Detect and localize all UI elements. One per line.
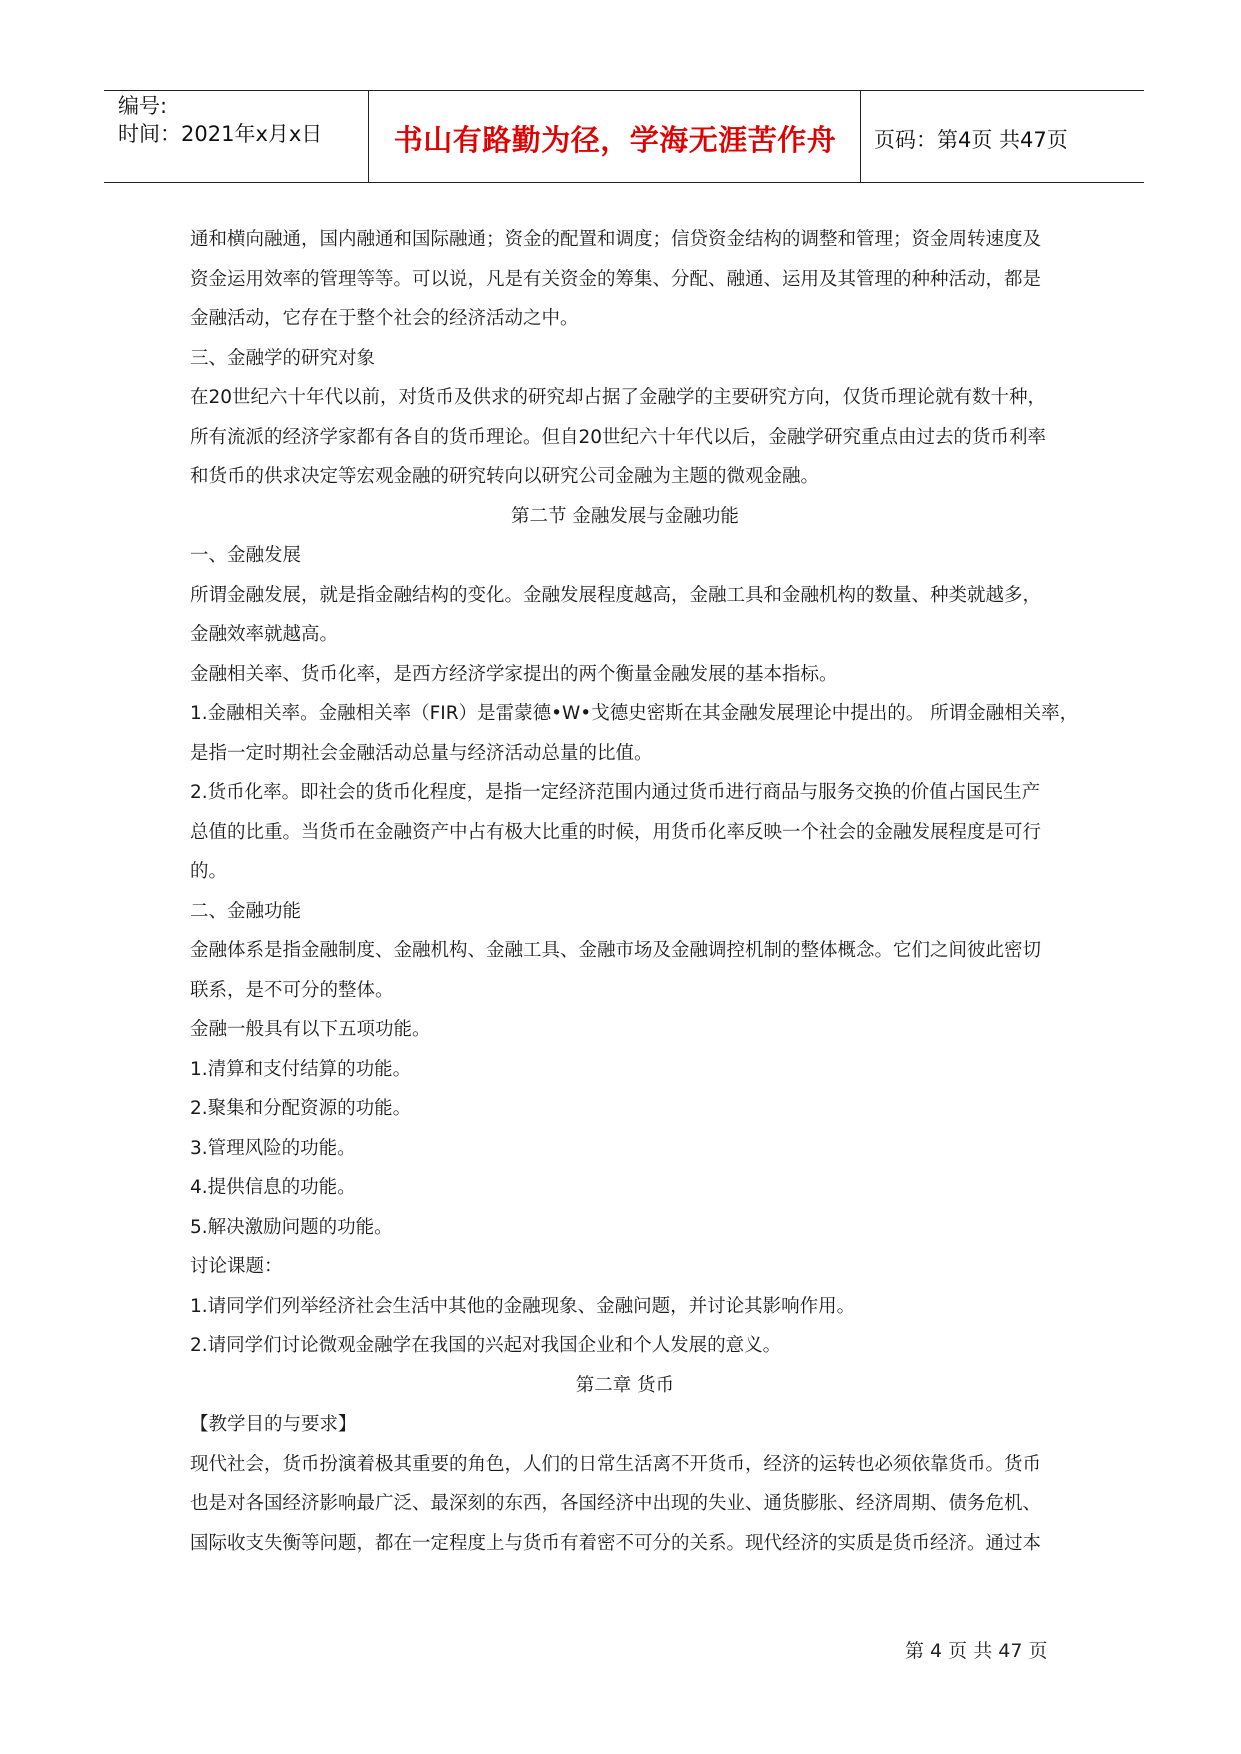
- body-line: 也是对各国经济影响最广泛、最深刻的东西，各国经济中出现的失业、通货膨胀、经济周期、债务危机、: [190, 1493, 1042, 1514]
- body-line: 总值的比重。当货币在金融资产中占有极大比重的时候，用货币化率反映一个社会的金融发展程度是可行: [190, 821, 1042, 843]
- section-heading: 二、金融功能: [190, 900, 302, 922]
- header-page-code: 页码：第4页 共47页: [874, 128, 1068, 152]
- section-heading: 讨论课题：: [190, 1256, 283, 1277]
- header-top-rule: [104, 90, 1144, 91]
- list-item: 1.请同学们列举经济社会生活中其他的金融现象、金融问题，并讨论其影响作用。: [190, 1295, 856, 1317]
- chapter-title: 第二章 货币: [575, 1374, 675, 1396]
- body-line: 金融效率就越高。: [190, 624, 339, 645]
- body-line: 1.金融相关率。金融相关率（FIR）是雷蒙德•W•戈德史密斯在其金融发展理论中提出的。 所谓金融相关率，: [190, 703, 1079, 724]
- body-line: 所谓金融发展，就是指金融结构的变化。金融发展程度越高，金融工具和金融机构的数量、种类就越多，: [190, 584, 1042, 606]
- body-line: 在20世纪六十年代以前，对货币及供求的研究却占据了金融学的主要研究方向，仅货币理论就有数十种，: [190, 387, 1047, 408]
- body-line: 通和横向融通，国内融通和国际融通；资金的配置和调度；信贷资金结构的调整和管理；资金周转速度及: [190, 229, 1042, 250]
- body-line: 2.货币化率。即社会的货币化程度，是指一定经济范围内通过货币进行商品与服务交换的价值占国民生产: [190, 782, 1041, 803]
- body-line: 金融体系是指金融制度、金融机构、金融工具、金融市场及金融调控机制的整体概念。它们之间彼此密切: [190, 940, 1042, 961]
- header-divider-right: [860, 90, 861, 182]
- body-line: 金融活动，它存在于整个社会的经济活动之中。: [190, 308, 579, 329]
- list-item: 1.清算和支付结算的功能。: [190, 1058, 412, 1080]
- section-heading: 三、金融学的研究对象: [190, 347, 376, 369]
- header-left-cell: [118, 92, 322, 148]
- list-item: 2.聚集和分配资源的功能。: [190, 1098, 412, 1119]
- body-line: 金融一般具有以下五项功能。: [190, 1019, 431, 1040]
- list-item: 4.提供信息的功能。: [190, 1177, 356, 1198]
- body-line: 现代社会，货币扮演着极其重要的角色，人们的日常生活离不开货币，经济的运转也必须依靠货币。货币: [190, 1453, 1042, 1475]
- serial-label: 编号:: [118, 94, 168, 118]
- document-body: [190, 220, 1079, 1563]
- list-item: 3.管理风险的功能。: [190, 1137, 356, 1159]
- chapter-section-title: 第二节 金融发展与金融功能: [511, 505, 739, 527]
- header-divider-left: [368, 90, 369, 182]
- body-line: 所有流派的经济学家都有各自的货币理论。但自20世纪六十年代以后，金融学研究重点由过去的货币利率: [190, 426, 1047, 448]
- list-item: 2.请同学们讨论微观金融学在我国的兴起对我国企业和个人发展的意义。: [190, 1335, 782, 1356]
- section-heading: 一、金融发展: [190, 545, 302, 566]
- body-line: 是指一定时期社会金融活动总量与经济活动总量的比值。: [190, 742, 653, 764]
- body-line: 资金运用效率的管理等等。可以说，凡是有关资金的筹集、分配、融通、运用及其管理的种种活动，都是: [190, 268, 1042, 290]
- body-line: 国际收支失衡等问题，都在一定程度上与货币有着密不可分的关系。现代经济的实质是货币经济。通过本: [190, 1532, 1042, 1554]
- body-line: 的。: [190, 861, 228, 882]
- section-heading: 【教学目的与要求】: [190, 1414, 357, 1435]
- list-item: 5.解决激励问题的功能。: [190, 1216, 393, 1238]
- body-line: 和货币的供求决定等宏观金融的研究转向以研究公司金融为主题的微观金融。: [190, 466, 820, 487]
- time-label: 时间：2021年x月x日: [118, 122, 323, 146]
- page-footer: 第 4 页 共 47 页: [905, 1640, 1048, 1662]
- header-motto: 书山有路勤为径，学海无涯苦作舟: [393, 123, 837, 157]
- body-line: 联系，是不可分的整体。: [190, 979, 394, 1001]
- header-bottom-rule: [104, 182, 1144, 183]
- body-line: 金融相关率、货币化率，是西方经济学家提出的两个衡量金融发展的基本指标。: [190, 663, 838, 685]
